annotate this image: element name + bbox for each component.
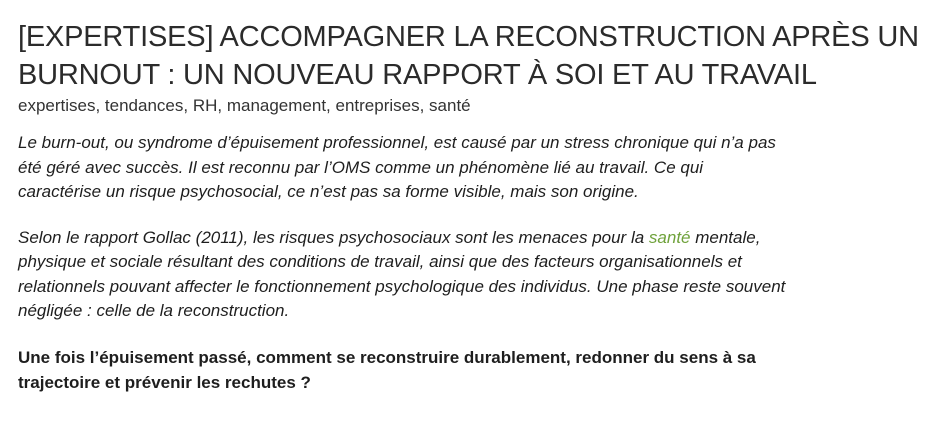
gollac-paragraph-line [18,226,913,251]
gollac-paragraph-line: relationnels pouvant affecter le fonctionnement psychologique des individus. Une phase reste souvent [18,276,786,296]
question-lede-line: trajectoire et prévenir les rechutes ? [18,372,311,392]
article-tags: expertises, tendances, RH, management, entreprises, santé [18,96,471,115]
question-lede-line: Une fois l’épuisement passé, comment se reconstruire durablement, redonner du sens à sa [18,347,756,367]
gollac-paragraph-text: Selon le rapport Gollac (2011), les risques psychosociaux sont les menaces pour la [18,227,649,247]
article-title [18,18,919,94]
gollac-paragraph-line: physique et sociale résultant des conditions de travail, ainsi que des facteurs organisationnels et [18,252,742,271]
intro-paragraph [18,131,913,205]
article-title-line-2: BURNOUT : UN NOUVEAU RAPPORT À SOI ET AU TRAVAIL [18,59,817,91]
sante-link[interactable]: santé [648,227,691,247]
intro-paragraph-line: Le burn-out, ou syndrome d’épuisement professionnel, est causé par un stress chronique qui n’a pas [18,133,776,152]
gollac-paragraph [18,226,913,324]
gollac-paragraph-text: mentale, [690,227,761,247]
intro-paragraph-line: caractérise un risque psychosocial, ce n’est pas sa forme visible, mais son origine. [18,182,639,201]
question-lede [18,345,913,395]
article-title-line-1: [EXPERTISES] ACCOMPAGNER LA RECONSTRUCTION APRÈS UN [18,21,919,53]
intro-paragraph-line: été géré avec succès. Il est reconnu par l’OMS comme un phénomène lié au travail. Ce qui [18,157,704,177]
gollac-paragraph-line: négligée : celle de la reconstruction. [18,301,290,320]
